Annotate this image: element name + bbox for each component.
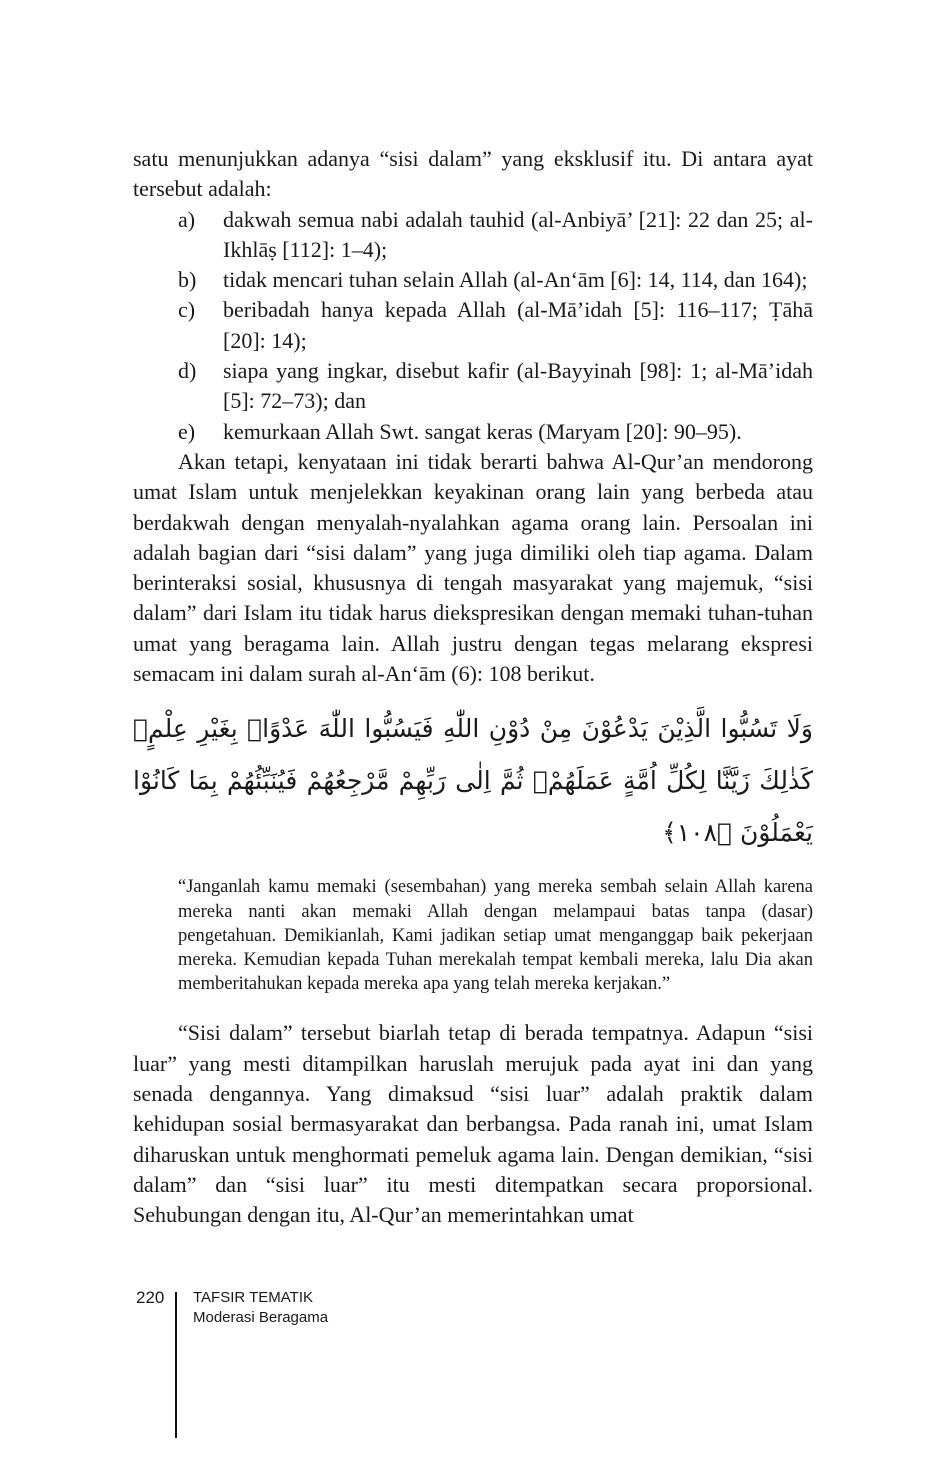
list-item xyxy=(133,417,813,447)
list-text: tidak mencari tuhan selain Allah (al-An‘ām [6]: 14, 114, dan 164); xyxy=(223,267,808,293)
list-label: e) xyxy=(178,418,196,444)
list-label: d) xyxy=(178,358,197,384)
list-item xyxy=(133,205,813,266)
main-text xyxy=(133,144,813,689)
verse-translation: “Janganlah kamu memaki (sesembahan) yang mereka sembah selain Allah karena mereka nanti akan memaki Allah dengan melampaui batas tanpa (dasar) pengetahuan. Demikianlah, Kami jadikan setiap umat menganggap baik pekerjaan mereka. Kemudian kepada Tuhan merekalah tempat kembali mereka, lalu Dia akan memberitahukan kepada mereka apa yang telah mereka kerjakan.” xyxy=(178,877,813,995)
list-label: a) xyxy=(178,206,196,232)
page-footer xyxy=(133,1288,813,1438)
body-paragraph: “Sisi dalam” tersebut biarlah tetap di berada tempatnya. Adapun “sisi luar” yang mesti ditampilkan haruslah merujuk pada ayat ini dan yang senada dengannya. Yang dimaksud “sisi luar” adalah praktik dalam kehidupan sosial bermasyarakat dan berbangsa. Pada ranah ini, umat Islam diharuskan untuk menghormati pemeluk agama lain. Dengan demikian, “sisi dalam” dan “sisi luar” itu mesti ditempatkan secara proporsional. Sehubungan dengan itu, Al-Qur’an memerintahkan umat xyxy=(133,1020,813,1228)
body-paragraph-2 xyxy=(133,1018,813,1230)
list-text: beribadah hanya kepada Allah (al-Mā’idah [5]: 116–117; Ṭāhā [20]: 14); xyxy=(223,297,813,353)
list-item xyxy=(133,356,813,417)
book-title: TAFSIR TEMATIK xyxy=(193,1289,314,1307)
list-label: c) xyxy=(178,297,196,323)
list-text: dakwah semua nabi adalah tauhid (al-Anbiyā’ [21]: 22 dan 25; al-Ikhlāṣ [112]: 1–4); xyxy=(223,206,813,262)
running-title xyxy=(193,1288,328,1328)
page-number: 220 xyxy=(136,1288,165,1308)
list-item xyxy=(133,295,813,356)
verse-reference-list xyxy=(133,205,813,447)
list-text: siapa yang ingkar, disebut kafir (al-Bayyinah [98]: 1; al-Mā’idah [5]: 72–73); dan xyxy=(223,358,813,414)
body-paragraph: Akan tetapi, kenyataan ini tidak berarti bahwa Al-Qur’an mendorong umat Islam untuk menjelekkan keyakinan orang lain yang berbeda atau berdakwah dengan menyalah-nyalahkan agama orang lain. Persoalan ini adalah bagian dari “sisi dalam” yang juga dimiliki oleh tiap agama. Dalam berinteraksi sosial, khususnya di tengah masyarakat yang majemuk, “sisi dalam” dari Islam itu tidak harus diekspresikan dengan memaki tuhan-tuhan umat yang beragama lain. Allah justru dengan tegas melarang ekspresi semacam ini dalam surah al-An‘ām (6): 108 berikut. xyxy=(133,448,813,687)
intro-paragraph: satu menunjukkan adanya “sisi dalam” yang eksklusif itu. Di antara ayat tersebut adalah: xyxy=(133,146,813,202)
book-subtitle: Moderasi Beragama xyxy=(193,1309,329,1327)
arabic-verse: وَلَا تَسُبُّوا الَّذِيْنَ يَدْعُوْنَ مِنْ دُوْنِ اللّٰهِ فَيَسُبُّوا اللّٰهَ عَدْوًاۢ بِغَيْرِ عِلْمٍۗ كَذٰلِكَ زَيَّنَّا لِكُلِّ اُمَّةٍ عَمَلَهُمْۖ ثُمَّ اِلٰى رَبِّهِمْ مَّرْجِعُهُمْ فَيُنَبِّئُهُمْ بِمَا كَانُوْا يَعْمَلُوْنَ ﴿١٠٨﴾ xyxy=(133,714,813,848)
list-item xyxy=(133,265,813,295)
list-label: b) xyxy=(178,267,197,293)
footer-divider xyxy=(175,1292,177,1438)
list-text: kemurkaan Allah Swt. sangat keras (Maryam [20]: 90–95). xyxy=(223,418,742,444)
